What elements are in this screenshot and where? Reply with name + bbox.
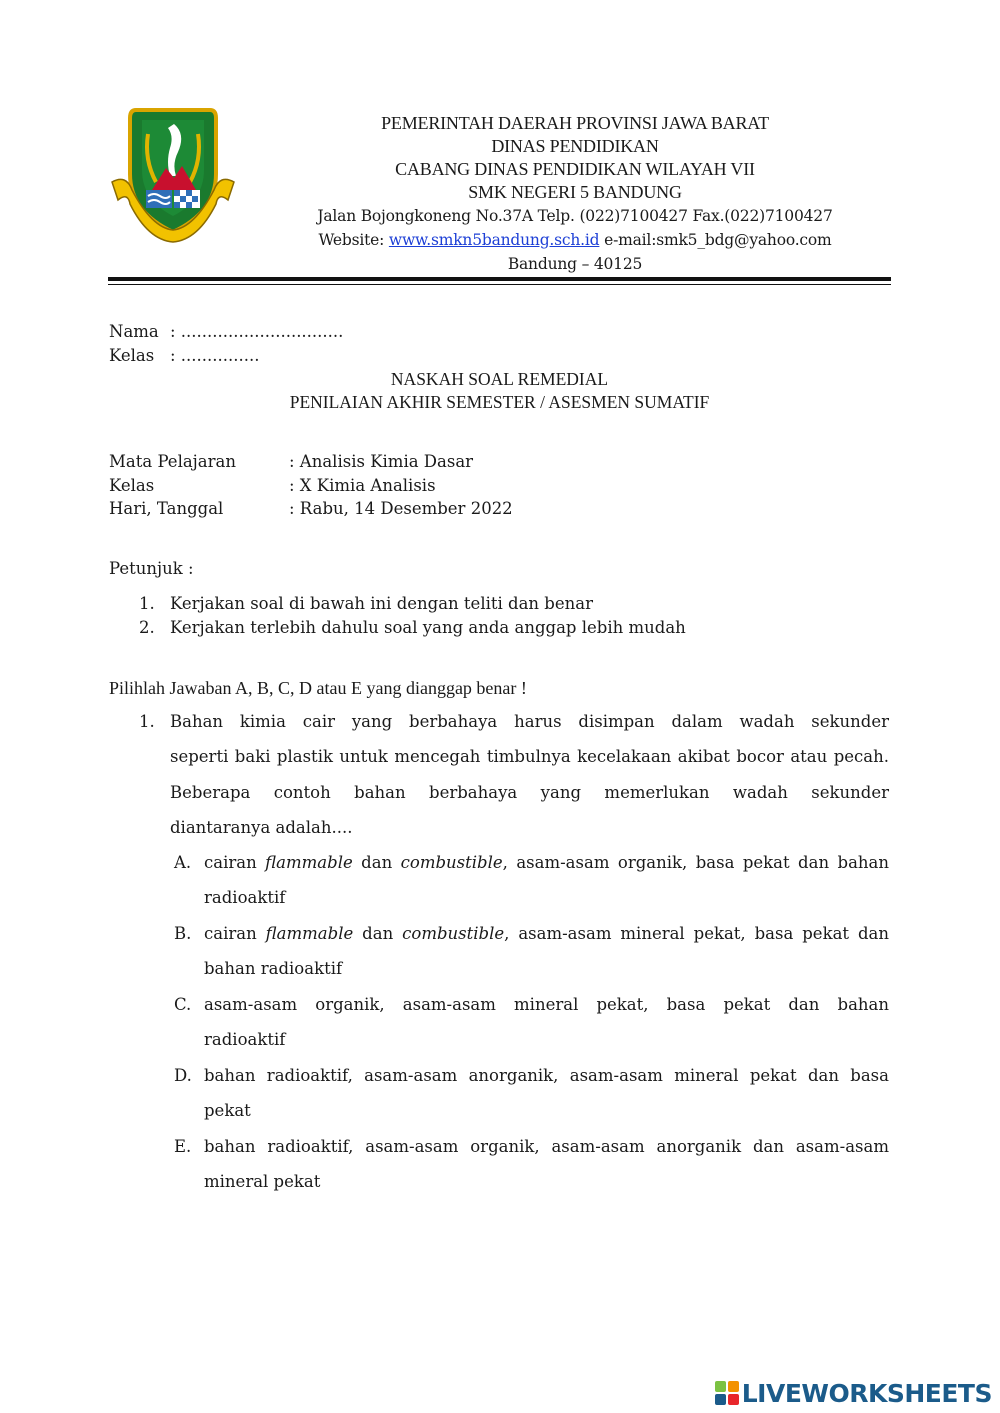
question-text-line: diantaranya adalah.... [170, 818, 353, 837]
option-b-em1: flammable [265, 924, 354, 943]
option-letter-e[interactable]: E. [174, 1137, 192, 1156]
info-label-date: Hari, Tanggal [109, 499, 224, 518]
info-value-class: : X Kimia Analisis [289, 476, 436, 495]
instruction-item: Kerjakan terlebih dahulu soal yang anda anggap lebih mudah [170, 618, 686, 637]
website-label: Website: [318, 231, 385, 249]
letterhead-department: DINAS PENDIDIKAN [491, 136, 659, 156]
section-heading: Pilihlah Jawaban A, B, C, D atau E yang dianggap benar ! [109, 678, 527, 698]
liveworksheets-logo-icon [714, 1380, 740, 1406]
option-a-post: , asam-asam organik, basa pekat dan bahan [502, 853, 890, 872]
info-value-date: : Rabu, 14 Desember 2022 [289, 499, 513, 518]
letterhead-branch: CABANG DINAS PENDIDIKAN WILAYAH VII [395, 159, 755, 179]
option-b-mid: dan [362, 924, 394, 943]
document-title: NASKAH SOAL REMEDIAL [390, 369, 609, 389]
option-a-text[interactable] [204, 851, 889, 874]
option-c-continuation: radioaktif [204, 1030, 286, 1049]
name-field[interactable]: : ............................... [170, 322, 344, 341]
option-letter-b[interactable]: B. [174, 924, 192, 943]
option-b-continuation: bahan radioaktif [204, 959, 343, 978]
option-b-pre: cairan [204, 924, 257, 943]
letterhead-contact [250, 229, 900, 253]
option-a-continuation: radioaktif [204, 888, 286, 907]
question-text-line: Bahan kimia cair yang berbahaya harus disimpan dalam wadah sekunder [170, 712, 889, 731]
letterhead-government: PEMERINTAH DAERAH PROVINSI JAWA BARAT [381, 113, 769, 133]
letterhead-address: Jalan Bojongkoneng No.37A Telp. (022)7100427 Fax.(022)7100427 [317, 207, 833, 225]
option-e-text[interactable]: bahan radioaktif, asam-asam organik, asam-asam anorganik dan asam-asam [204, 1137, 889, 1156]
option-b-post: , asam-asam mineral pekat, basa pekat dan [504, 924, 889, 943]
class-label: Kelas [109, 346, 155, 365]
question-number: 1. [139, 712, 155, 731]
option-letter-d[interactable]: D. [174, 1066, 192, 1085]
letterhead-divider-thin [108, 284, 891, 285]
instruction-number: 2. [139, 618, 155, 637]
info-value-subject: : Analisis Kimia Dasar [289, 452, 474, 471]
class-field[interactable]: : ............... [170, 346, 260, 365]
option-e-continuation: mineral pekat [204, 1172, 321, 1191]
option-a-em1: flammable [265, 853, 353, 872]
option-c-text[interactable]: asam-asam organik, asam-asam mineral pekat, basa pekat dan bahan [204, 995, 889, 1014]
option-letter-c[interactable]: C. [174, 995, 192, 1014]
email-text: e-mail:smk5_bdg@yahoo.com [604, 231, 832, 249]
question-text-line: seperti baki plastik untuk mencegah timbulnya kecelakaan akibat bocor atau pecah. [170, 747, 889, 766]
letterhead-divider-thick [108, 277, 891, 281]
instruction-number: 1. [139, 594, 155, 613]
letterhead-school: SMK NEGERI 5 BANDUNG [468, 182, 682, 202]
instruction-item: Kerjakan soal di bawah ini dengan teliti dan benar [170, 594, 593, 613]
option-b-text[interactable] [204, 922, 889, 945]
letterhead-city: Bandung – 40125 [507, 255, 643, 273]
option-d-continuation: pekat [204, 1101, 251, 1120]
question-text-line: Beberapa contoh bahan berbahaya yang memerlukan wadah sekunder [170, 783, 889, 802]
document-subtitle: PENILAIAN AKHIR SEMESTER / ASESMEN SUMATIF [289, 392, 710, 412]
option-d-text[interactable]: bahan radioaktif, asam-asam anorganik, asam-asam mineral pekat dan basa [204, 1066, 889, 1085]
option-a-mid: dan [361, 853, 393, 872]
liveworksheets-watermark [714, 1376, 992, 1410]
option-a-em2: combustible [400, 853, 503, 872]
option-a-pre: cairan [204, 853, 257, 872]
website-link[interactable]: www.smkn5bandung.sch.id [388, 231, 600, 249]
option-letter-a[interactable]: A. [174, 853, 192, 872]
liveworksheets-wordmark: LIVEWORKSHEETS [741, 1378, 992, 1408]
jawa-barat-crest-logo [108, 104, 238, 246]
info-label-class: Kelas [109, 476, 155, 495]
instructions-heading: Petunjuk : [109, 559, 194, 578]
option-b-em2: combustible [402, 924, 505, 943]
info-label-subject: Mata Pelajaran [109, 452, 236, 471]
name-label: Nama [109, 322, 159, 341]
